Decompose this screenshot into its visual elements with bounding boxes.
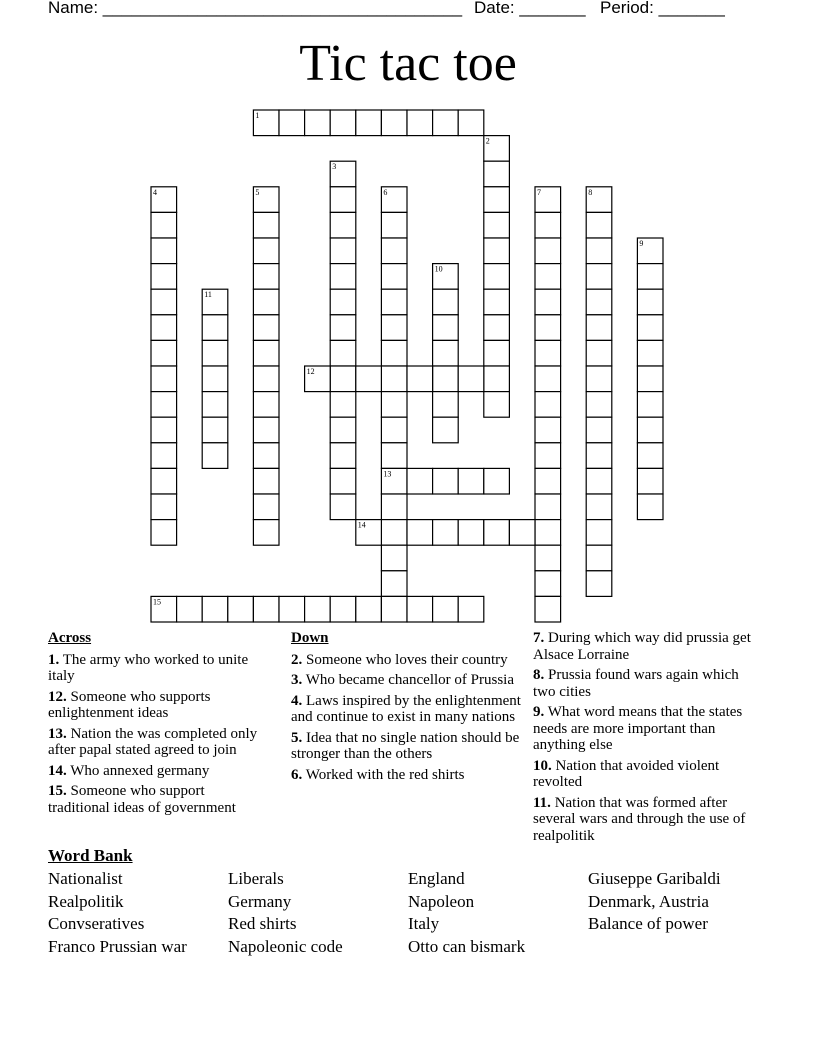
grid-cell[interactable] (509, 520, 535, 546)
grid-cell[interactable] (586, 520, 612, 546)
grid-cell[interactable] (356, 366, 382, 392)
grid-cell[interactable] (586, 366, 612, 392)
grid-cell[interactable] (151, 520, 177, 546)
grid-cell[interactable] (637, 340, 663, 366)
down-clue-5: 5. Idea that no single nation should be stronger than the others (291, 729, 520, 762)
grid-cell[interactable] (407, 110, 433, 136)
grid-cell[interactable] (637, 392, 663, 418)
grid-cell[interactable] (433, 520, 459, 546)
grid-cell[interactable] (253, 392, 279, 418)
grid-cell[interactable] (356, 110, 382, 136)
grid-cell[interactable] (151, 392, 177, 418)
grid-cell[interactable] (330, 187, 356, 213)
grid-cell[interactable] (535, 545, 561, 571)
grid-cell[interactable] (433, 340, 459, 366)
grid-cell[interactable] (484, 238, 510, 264)
clue-number-label: 11 (204, 290, 212, 300)
grid-cell[interactable] (433, 289, 459, 315)
grid-cell[interactable] (433, 366, 459, 392)
grid-cell[interactable] (586, 468, 612, 494)
grid-cell[interactable] (202, 315, 228, 341)
grid-cell[interactable] (586, 264, 612, 290)
grid-cell[interactable] (484, 315, 510, 341)
grid-cell[interactable] (484, 289, 510, 315)
grid-cell[interactable] (253, 494, 279, 520)
grid-cell[interactable] (151, 417, 177, 443)
grid-cell[interactable] (253, 366, 279, 392)
word-bank-item: Giuseppe Garibaldi (588, 869, 721, 888)
grid-cell[interactable] (381, 238, 407, 264)
across-heading: Across (48, 630, 92, 646)
grid-cell[interactable] (535, 212, 561, 238)
word-bank-column-1 (48, 868, 187, 958)
clue-number-label: 12 (306, 367, 315, 376)
down-clue-2: 2. Someone who loves their country (291, 651, 508, 668)
grid-cell[interactable] (151, 340, 177, 366)
grid-cell[interactable] (484, 264, 510, 290)
clue-number-label: 4 (153, 187, 157, 197)
grid-cell[interactable] (586, 443, 612, 469)
grid-cell[interactable] (330, 366, 356, 392)
grid-cell[interactable] (381, 596, 407, 622)
grid-cell[interactable] (253, 289, 279, 315)
grid-cell[interactable] (535, 443, 561, 469)
grid-cell[interactable] (381, 520, 407, 546)
word-bank-item: Balance of power (588, 914, 708, 934)
grid-cell[interactable] (202, 596, 228, 622)
word-bank-item: England (408, 869, 465, 888)
grid-cell[interactable] (151, 494, 177, 520)
grid-cell[interactable] (535, 417, 561, 443)
grid-cell[interactable] (381, 315, 407, 341)
across-clue-12: 12. Someone who supports enlightenment ideas (48, 688, 211, 721)
word-bank-column-4 (588, 868, 721, 936)
grid-cell[interactable] (433, 110, 459, 136)
grid-cell[interactable] (151, 443, 177, 469)
grid-cell[interactable] (637, 494, 663, 520)
clue-number-label: 6 (383, 187, 388, 197)
grid-cell[interactable] (484, 340, 510, 366)
grid-cell[interactable] (330, 110, 356, 136)
word-bank-item: Red shirts (228, 914, 297, 934)
grid-cell[interactable] (330, 596, 356, 622)
word-bank-item: Convseratives (48, 914, 145, 934)
grid-cell[interactable] (381, 494, 407, 520)
grid-cell[interactable] (253, 238, 279, 264)
grid-cell[interactable] (330, 417, 356, 443)
grid-cell[interactable] (637, 468, 663, 494)
grid-cell[interactable] (637, 289, 663, 315)
period-field-label[interactable]: Period: _______ (600, 0, 725, 17)
grid-cell[interactable] (381, 545, 407, 571)
clue-number-label: 5 (255, 187, 260, 197)
across-clue-15: 15. Someone who support traditional ideas of government (48, 783, 236, 816)
grid-cell[interactable] (253, 264, 279, 290)
puzzle-title: Tic tac toe (299, 35, 517, 92)
grid-cell[interactable] (586, 417, 612, 443)
grid-cell[interactable] (202, 366, 228, 392)
grid-cell[interactable] (484, 366, 510, 392)
grid-cell[interactable] (586, 238, 612, 264)
grid-cell[interactable] (330, 392, 356, 418)
grid-cell[interactable] (330, 315, 356, 341)
across-clues (48, 630, 268, 820)
grid-cell[interactable] (177, 596, 203, 622)
grid-cell[interactable] (586, 571, 612, 597)
down-clue-8: 8. Prussia found wars again which two cities (533, 667, 739, 700)
grid-cell[interactable] (433, 596, 459, 622)
grid-cell[interactable] (381, 212, 407, 238)
grid-cell[interactable] (330, 468, 356, 494)
grid-cell[interactable] (458, 366, 484, 392)
grid-cell[interactable] (253, 212, 279, 238)
grid-cell[interactable] (381, 571, 407, 597)
grid-cell[interactable] (535, 596, 561, 622)
grid-cell[interactable] (381, 110, 407, 136)
grid-cell[interactable] (433, 392, 459, 418)
grid-cell[interactable] (586, 212, 612, 238)
grid-cell[interactable] (330, 212, 356, 238)
grid-cell[interactable] (253, 520, 279, 546)
grid-cell[interactable] (535, 366, 561, 392)
grid-cell[interactable] (151, 264, 177, 290)
down-clue-6: 6. Worked with the red shirts (291, 766, 465, 783)
word-bank-column-3 (408, 868, 525, 958)
grid-cell[interactable] (202, 417, 228, 443)
down-heading: Down (291, 630, 329, 646)
grid-cell[interactable] (484, 468, 510, 494)
word-bank-item: Franco Prussian war (48, 936, 187, 956)
grid-cell[interactable] (151, 238, 177, 264)
grid-cell[interactable] (535, 571, 561, 597)
grid-cell[interactable] (228, 596, 254, 622)
grid-cell[interactable] (535, 468, 561, 494)
grid-cell[interactable] (253, 443, 279, 469)
grid-cell[interactable] (458, 596, 484, 622)
grid-cell[interactable] (381, 392, 407, 418)
grid-cell[interactable] (458, 520, 484, 546)
grid-cell[interactable] (484, 392, 510, 418)
grid-cell[interactable] (637, 443, 663, 469)
grid-cell[interactable] (330, 264, 356, 290)
down-clues-continued (533, 630, 763, 848)
word-bank-item: Nationalist (48, 869, 123, 888)
grid-cell[interactable] (151, 315, 177, 341)
grid-cell[interactable] (330, 238, 356, 264)
grid-cell[interactable] (586, 289, 612, 315)
clue-number-label: 10 (434, 264, 443, 274)
clue-number-label: 13 (383, 469, 392, 479)
grid-cell[interactable] (279, 110, 305, 136)
grid-cell[interactable] (535, 315, 561, 341)
grid-cell[interactable] (637, 264, 663, 290)
grid-cell[interactable] (484, 161, 510, 187)
word-bank-item: Denmark, Austria (588, 891, 709, 911)
grid-cell[interactable] (381, 264, 407, 290)
grid-cell[interactable] (637, 366, 663, 392)
grid-cell[interactable] (484, 187, 510, 213)
grid-cell[interactable] (433, 417, 459, 443)
grid-cell[interactable] (202, 340, 228, 366)
grid-cell[interactable] (484, 520, 510, 546)
grid-cell[interactable] (202, 443, 228, 469)
down-clue-9: 9. What word means that the states needs are more important than anything else (533, 704, 743, 753)
clue-number-label: 3 (332, 162, 337, 172)
grid-cell[interactable] (202, 392, 228, 418)
down-clue-3: 3. Who became chancellor of Prussia (291, 672, 514, 688)
grid-cell[interactable] (535, 238, 561, 264)
grid-cell[interactable] (356, 596, 382, 622)
grid-cell[interactable] (433, 315, 459, 341)
grid-cell[interactable] (484, 212, 510, 238)
word-bank-item: Napoleonic code (228, 936, 343, 956)
grid-cell[interactable] (253, 340, 279, 366)
word-bank-item: Italy (408, 914, 440, 934)
grid-cell[interactable] (305, 596, 331, 622)
clue-number-label: 8 (588, 187, 593, 197)
across-clue-14: 14. Who annexed germany (48, 762, 210, 779)
word-bank-item: Germany (228, 891, 292, 911)
grid-cell[interactable] (151, 289, 177, 315)
grid-cell[interactable] (407, 596, 433, 622)
grid-cell[interactable] (535, 340, 561, 366)
down-clue-4: 4. Laws inspired by the enlightenment and continue to exist in many nations (291, 692, 521, 725)
grid-cell[interactable] (407, 366, 433, 392)
across-clue-1: 1. The army who worked to unite italy (48, 651, 249, 684)
grid-cell[interactable] (535, 289, 561, 315)
grid-cell[interactable] (458, 110, 484, 136)
clue-number-label: 14 (357, 520, 366, 530)
grid-cell[interactable] (637, 417, 663, 443)
grid-cell[interactable] (586, 315, 612, 341)
grid-cell[interactable] (253, 417, 279, 443)
down-clue-11: 11. Nation that was formed after several wars and through the use of realpolitik (533, 794, 746, 844)
grid-cell[interactable] (253, 596, 279, 622)
grid-cell[interactable] (151, 366, 177, 392)
grid-cell[interactable] (381, 289, 407, 315)
grid-cell[interactable] (535, 520, 561, 546)
word-bank-item: Realpolitik (48, 891, 124, 911)
word-bank-item: Liberals (228, 869, 284, 888)
grid-cell[interactable] (586, 545, 612, 571)
word-bank-heading: Word Bank (48, 846, 133, 865)
grid-cell[interactable] (535, 494, 561, 520)
grid-cell[interactable] (151, 468, 177, 494)
clue-number-label: 9 (639, 239, 644, 248)
grid-cell[interactable] (330, 289, 356, 315)
word-bank-item: Napoleon (408, 891, 475, 911)
grid-cell[interactable] (458, 468, 484, 494)
grid-cell[interactable] (253, 468, 279, 494)
word-bank-column-2 (228, 868, 343, 958)
clue-number-label: 1 (255, 111, 260, 120)
down-clue-10: 10. Nation that avoided violent revolted (533, 757, 720, 790)
grid-cell[interactable] (305, 110, 331, 136)
clue-number-label: 15 (153, 597, 161, 607)
grid-cell[interactable] (586, 392, 612, 418)
grid-cell[interactable] (433, 468, 459, 494)
grid-cell[interactable] (535, 392, 561, 418)
grid-cell[interactable] (253, 315, 279, 341)
grid-cell[interactable] (381, 417, 407, 443)
grid-cell[interactable] (330, 443, 356, 469)
clue-number-label: 2 (485, 136, 490, 146)
name-field-label[interactable]: Name: ______________________________________ (48, 0, 463, 17)
grid-cell[interactable] (279, 596, 305, 622)
grid-cell[interactable] (407, 520, 433, 546)
down-clue-7: 7. During which way did prussia get Alsace Lorraine (533, 630, 751, 663)
grid-cell[interactable] (330, 340, 356, 366)
date-field-label[interactable]: Date: _______ (474, 0, 586, 17)
grid-cell[interactable] (381, 443, 407, 469)
grid-cell[interactable] (151, 212, 177, 238)
grid-cell[interactable] (586, 494, 612, 520)
grid-cell[interactable] (381, 366, 407, 392)
grid-cell[interactable] (381, 340, 407, 366)
word-bank-item: Otto can bismark (408, 936, 526, 956)
grid-cell[interactable] (407, 468, 433, 494)
down-clues (291, 630, 521, 787)
grid-cell[interactable] (586, 340, 612, 366)
across-clue-13: 13. Nation the was completed only after papal stated agreed to join (48, 725, 258, 758)
clue-number-label: 7 (537, 187, 541, 197)
grid-cell[interactable] (535, 264, 561, 290)
grid-cell[interactable] (637, 315, 663, 341)
grid-cell[interactable] (330, 494, 356, 520)
